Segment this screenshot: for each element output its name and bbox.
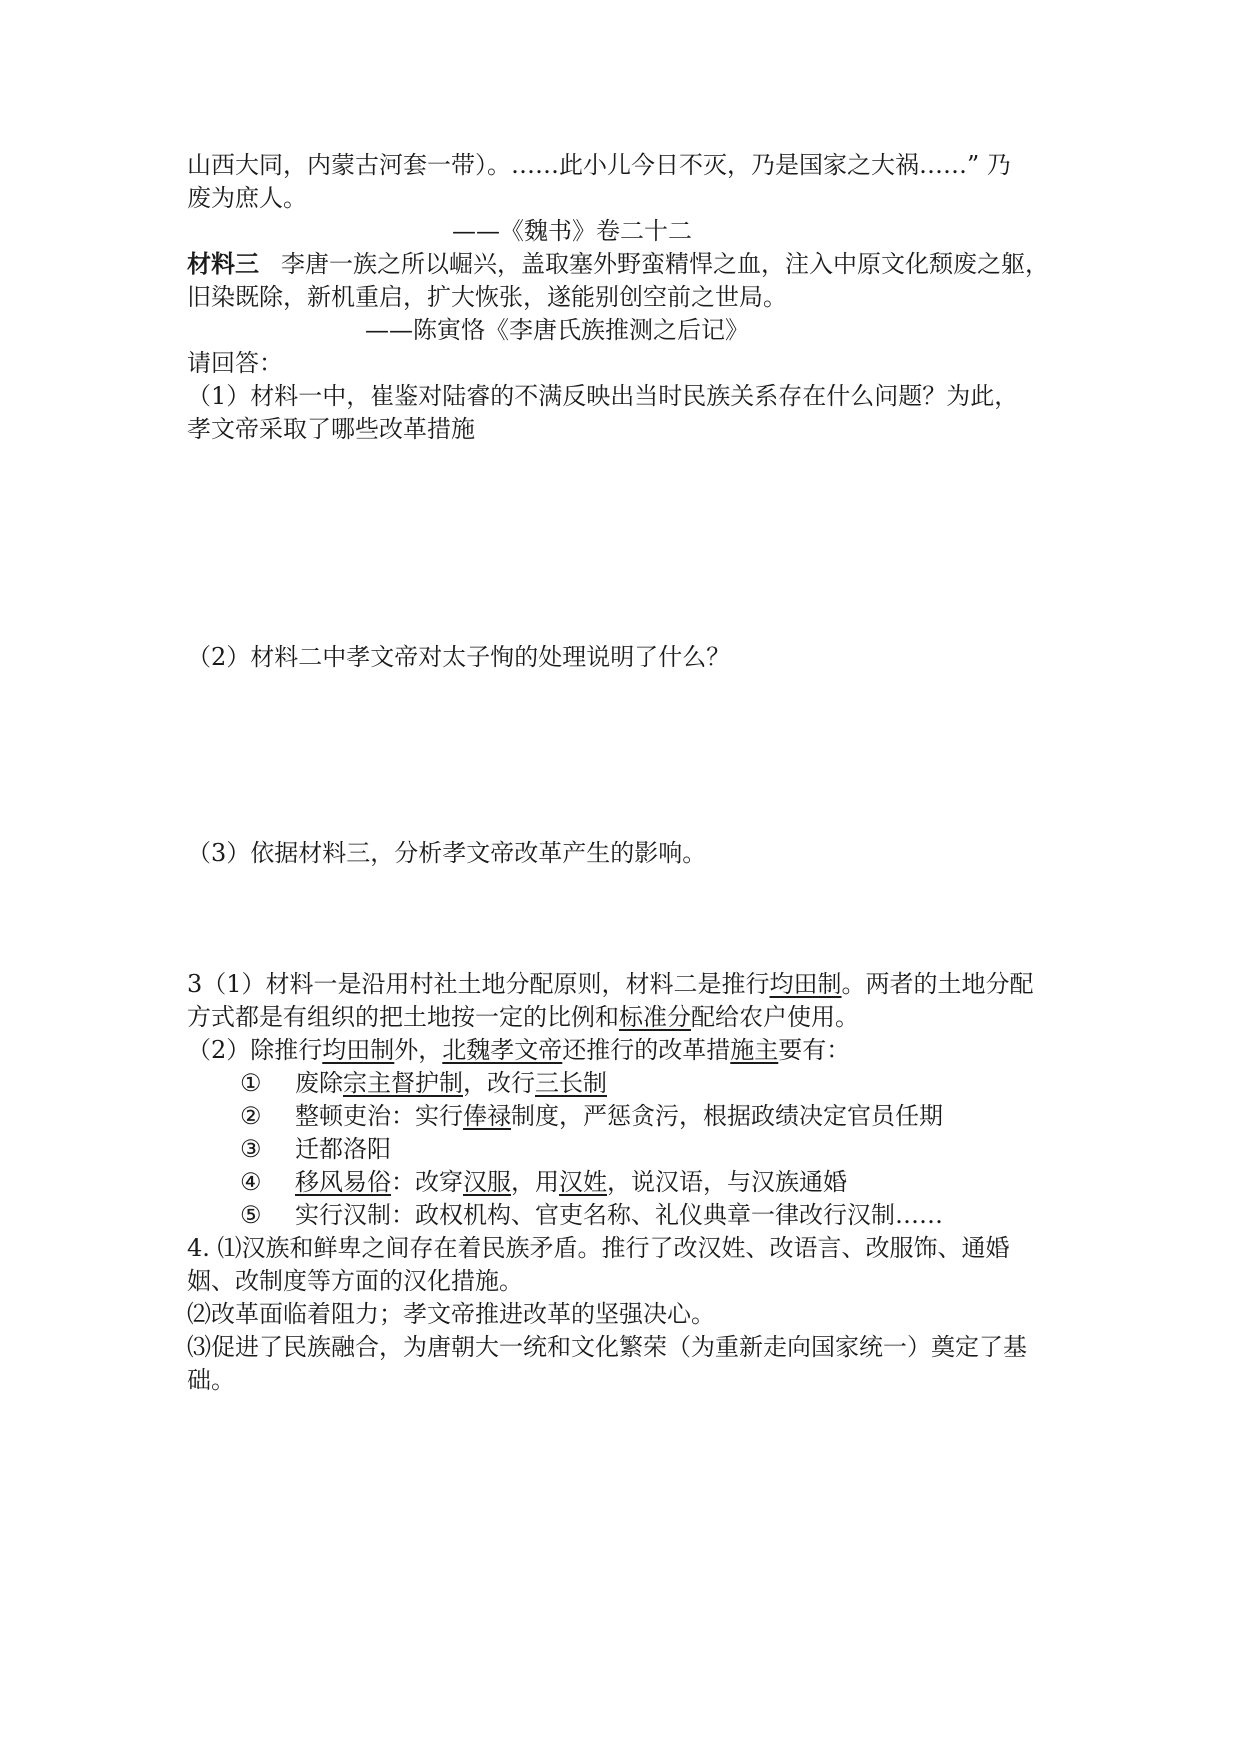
item-text: ，用 — [511, 1168, 559, 1196]
item-underlined: 汉姓 — [559, 1168, 607, 1196]
material-three-source: ——陈寅恪《李唐氏族推测之后记》 — [365, 316, 749, 344]
answer-4-line-4: ⑶促进了民族融合，为唐朝大一统和文化繁荣（为重新走向国家统一）奠定了基 — [187, 1333, 1027, 1361]
answer-3-item-5 — [240, 1200, 943, 1230]
answer-4-line-3: ⑵改革面临着阻力；孝文帝推进改革的坚强决心。 — [187, 1300, 715, 1328]
item-number: ① — [240, 1069, 262, 1097]
item-text: 废除 — [295, 1069, 343, 1097]
question-2: （2）材料二中孝文帝对太子恂的处理说明了什么？ — [187, 643, 731, 671]
material-three-text-1: 李唐一族之所以崛兴，盖取塞外野蛮精悍之血，注入中原文化颓废之躯， — [281, 250, 1049, 278]
answer-4-line-1: 4. ⑴汉族和鲜卑之间存在着民族矛盾。推行了改汉姓、改语言、改服饰、通婚 — [187, 1234, 1010, 1262]
question-3: （3）依据材料三，分析孝文帝改革产生的影响。 — [187, 839, 707, 867]
item-underlined: 宗主督护制 — [343, 1069, 463, 1097]
item-underlined: 汉服 — [463, 1168, 511, 1196]
answer-3-item-4 — [240, 1167, 847, 1197]
answer-3-line-2 — [187, 1002, 859, 1032]
answer-3-text: 要有： — [778, 1036, 851, 1064]
item-text: ，改行 — [463, 1069, 535, 1097]
material-three-line-1 — [187, 249, 1049, 279]
item-text: ，说汉语，与汉族通婚 — [607, 1168, 847, 1196]
item-text: 制度，严惩贪污，根据政绩决定官员任期 — [511, 1102, 943, 1130]
question-1-line-1: （1）材料一中，崔鉴对陆睿的不满反映出当时民族关系存在什么问题？为此， — [187, 382, 1019, 410]
item-number: ③ — [240, 1135, 262, 1163]
material-three-line-2: 旧染既除，新机重启，扩大恢张，遂能别创空前之世局。 — [187, 283, 787, 311]
item-text: ：改穿 — [391, 1168, 463, 1196]
item-number: ⑤ — [240, 1201, 262, 1229]
material-two-line-1: 山西大同，内蒙古河套一带）。……此小儿今日不灭，乃是国家之大祸……” 乃 — [187, 151, 1011, 179]
item-underlined: 俸禄 — [463, 1102, 511, 1130]
answer-3-text: 还推行的改革措 — [562, 1036, 731, 1064]
answer-3-underlined: 均田制 — [769, 970, 842, 998]
answer-3-underlined: 北魏孝文帝 — [442, 1036, 563, 1064]
answer-3-text: 。两者的土地分配 — [841, 970, 1034, 998]
item-number: ④ — [240, 1168, 262, 1196]
item-text: 实行汉制：政权机构、官吏名称、礼仪典章一律改行汉制…… — [295, 1201, 943, 1229]
answer-4-line-5: 础。 — [187, 1366, 235, 1394]
answer-3-underlined: 标准分 — [619, 1003, 691, 1031]
material-two-line-2: 废为庶人。 — [187, 184, 307, 212]
answer-3-text: （2）除推行 — [187, 1036, 323, 1064]
answer-3-item-1 — [240, 1068, 607, 1098]
item-text: 整顿吏治：实行 — [295, 1102, 463, 1130]
answer-3-item-3 — [240, 1134, 391, 1164]
answer-3-line-1 — [187, 969, 1034, 999]
answer-3-text: 配给农户使用。 — [691, 1003, 859, 1031]
material-two-source: ——《魏书》卷二十二 — [452, 217, 692, 245]
answer-3-text: 3（1）材料一是沿用村社土地分配原则，材料二是推行 — [187, 970, 770, 998]
item-underlined: 移风易俗 — [295, 1168, 391, 1196]
answer-3-underlined: 均田制 — [322, 1036, 395, 1064]
item-underlined: 三长制 — [535, 1069, 607, 1097]
answer-4-line-2: 姻、改制度等方面的汉化措施。 — [187, 1267, 523, 1295]
material-three-label: 材料三 — [187, 249, 259, 278]
answer-3-line-3 — [187, 1035, 850, 1065]
questions-intro: 请回答： — [187, 349, 283, 377]
item-number: ② — [240, 1102, 262, 1130]
answer-3-text: 方式都是有组织的把土地按一定的比例和 — [187, 1003, 619, 1031]
answer-3-item-2 — [240, 1101, 943, 1131]
answer-3-underlined: 施主 — [730, 1036, 779, 1064]
question-1-line-2: 孝文帝采取了哪些改革措施 — [187, 415, 475, 443]
item-text: 迁都洛阳 — [295, 1135, 391, 1163]
answer-3-text: 外， — [394, 1036, 443, 1064]
